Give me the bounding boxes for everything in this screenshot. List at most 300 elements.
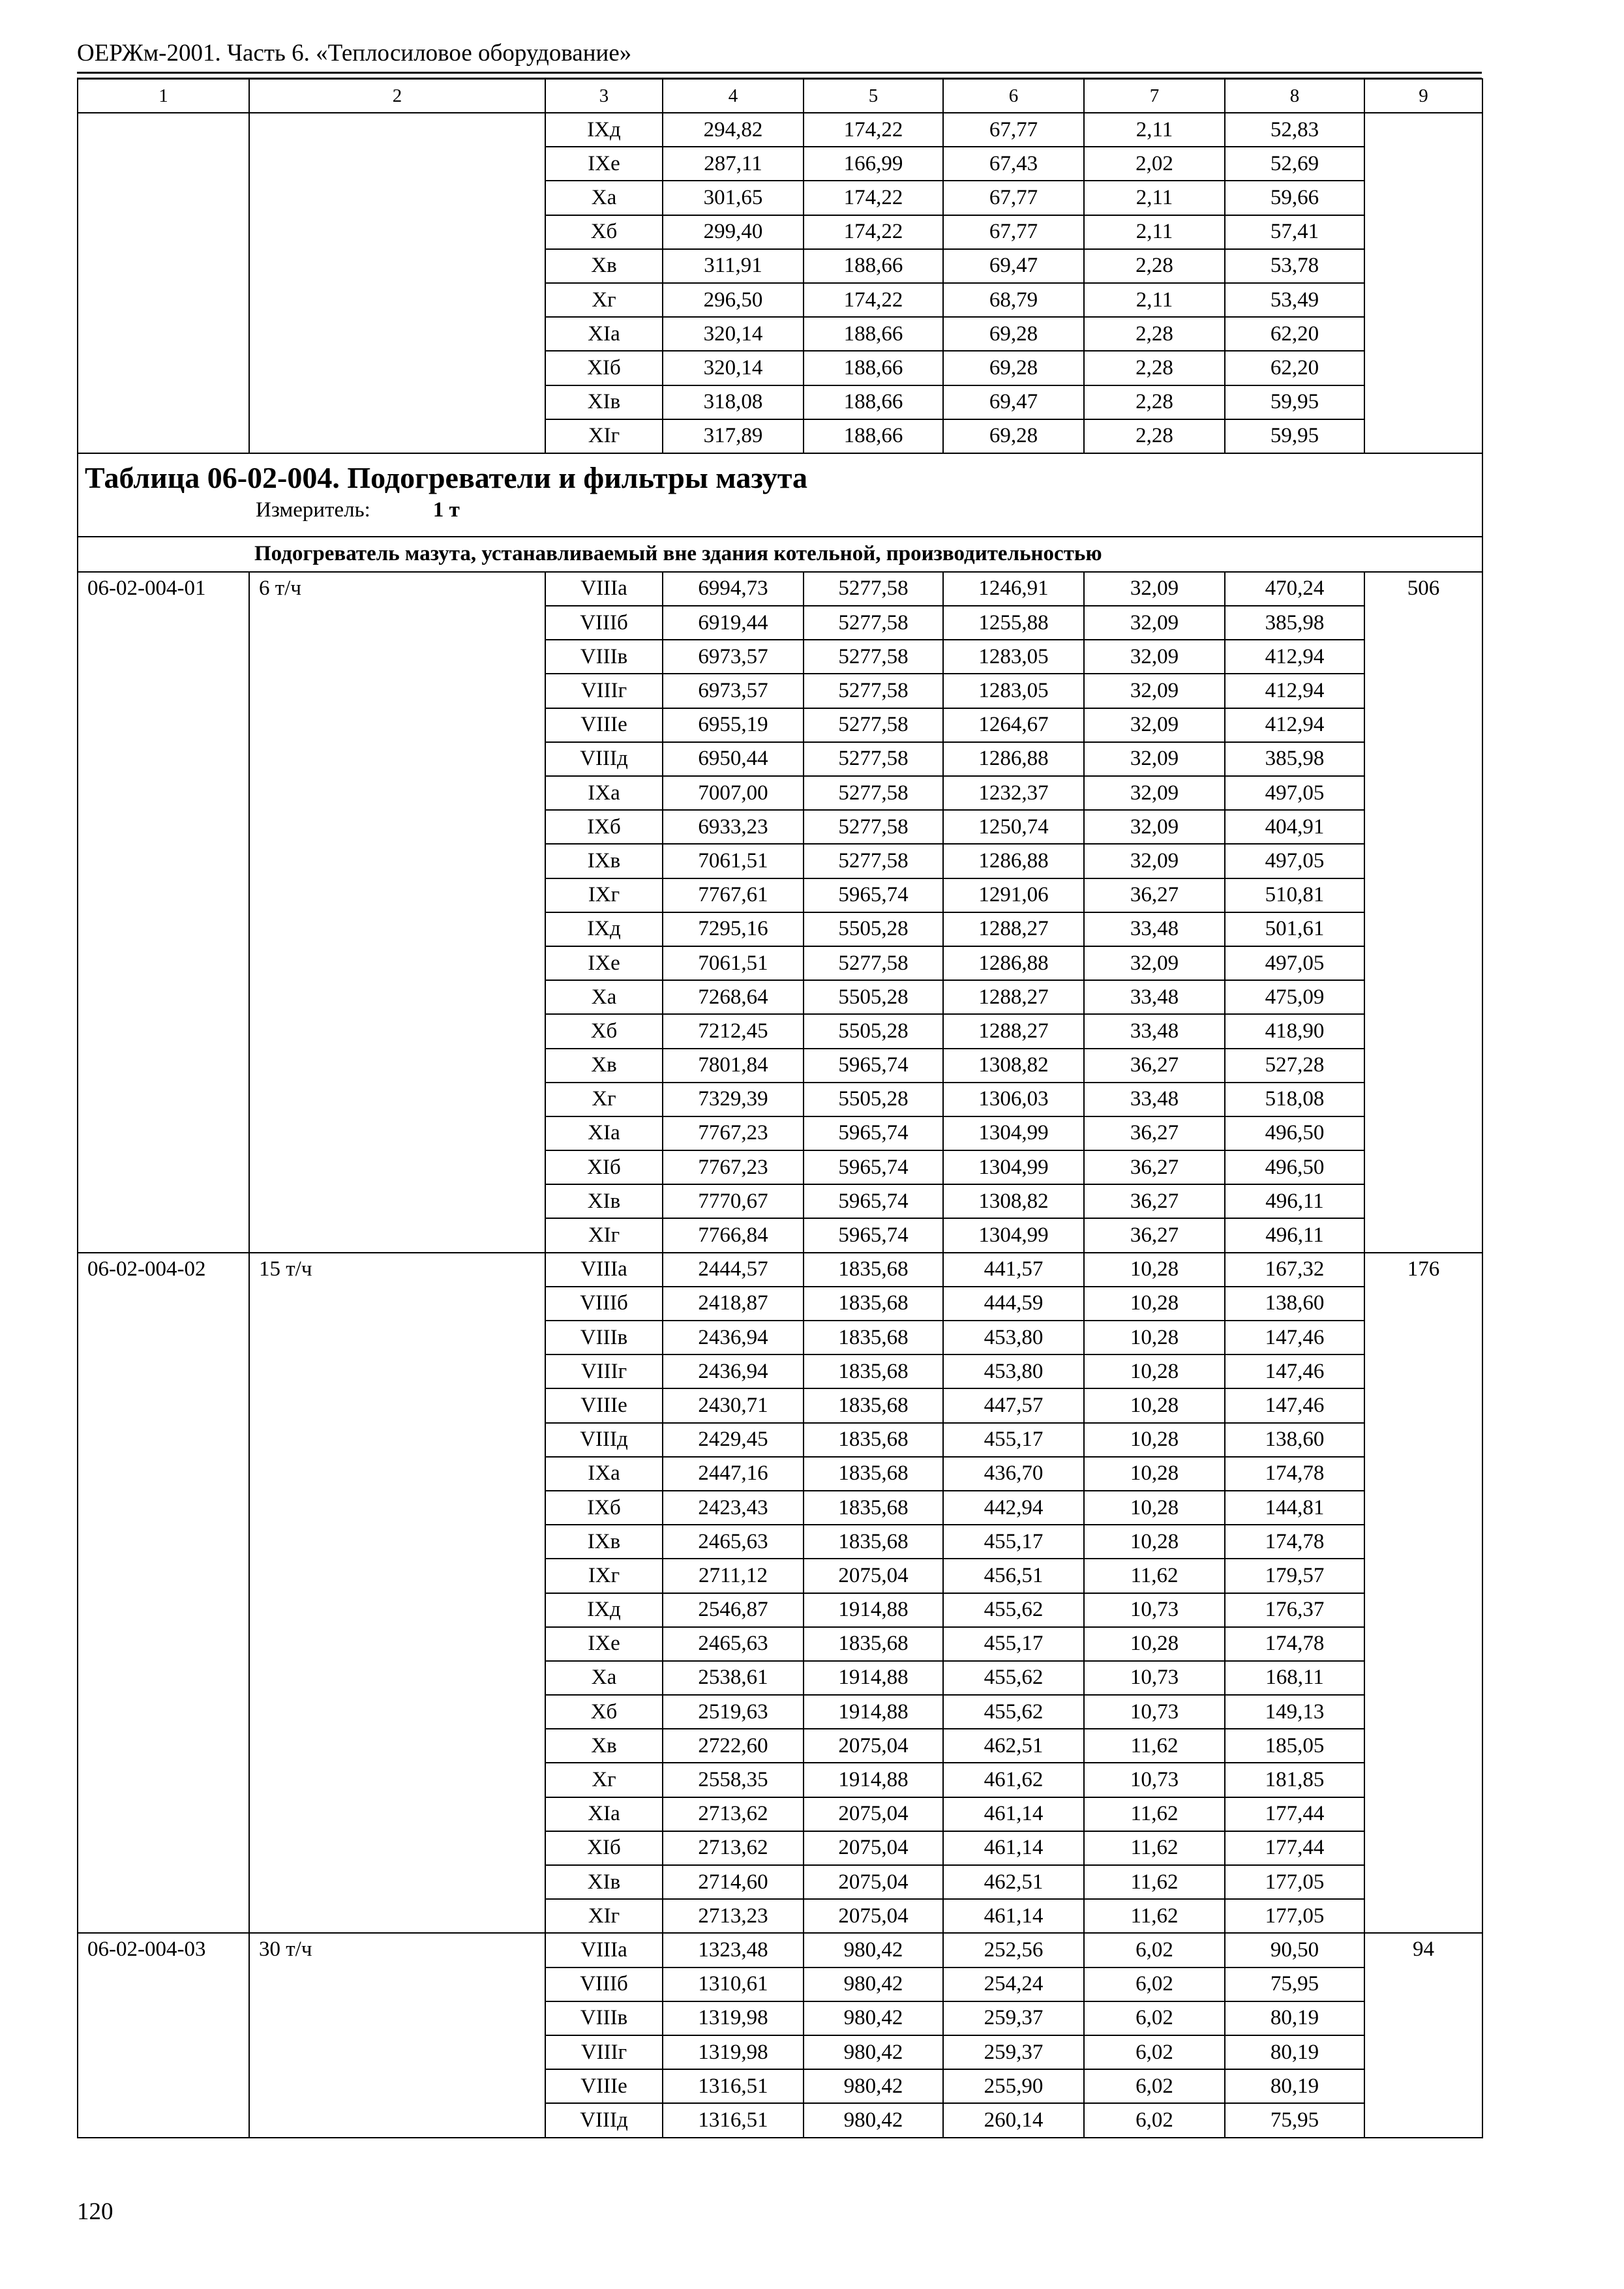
value-cell: 7767,23 [663,1116,804,1150]
zone-cell: Xб [545,1695,663,1729]
column-number-row [78,79,1482,113]
value-cell: 461,14 [943,1831,1084,1865]
page-number: 120 [77,2198,113,2225]
zone-cell: IXд [545,1593,663,1627]
value-cell: 75,95 [1225,1967,1364,2001]
code-cell-empty [78,113,249,453]
value-cell: 5505,28 [804,980,943,1014]
value-cell: XIг [545,419,663,453]
value-cell: 11,62 [1084,1559,1225,1593]
position-description: 15 т/ч [249,1253,545,1934]
value-cell: 980,42 [804,2035,943,2069]
meter-row [85,496,1475,524]
value-cell: 11,62 [1084,1865,1225,1899]
value-cell: 497,05 [1225,776,1364,810]
value-cell: IXе [545,147,663,181]
value-cell: 2722,60 [663,1729,804,1763]
value-cell: 1316,51 [663,2103,804,2137]
table-row [78,1933,1482,1967]
table-title-cell [78,453,1482,537]
value-cell: 177,44 [1225,1797,1364,1831]
value-cell: 2714,60 [663,1865,804,1899]
zone-cell: IXб [545,810,663,844]
value-cell: 7801,84 [663,1049,804,1083]
value-cell: Xб [545,215,663,249]
value-cell: 2423,43 [663,1491,804,1525]
value-cell: 32,09 [1084,606,1225,640]
zone-cell: Xг [545,1763,663,1797]
value-cell: 436,70 [943,1457,1084,1491]
value-cell: 1835,68 [804,1287,943,1321]
position-description: 6 т/ч [249,572,545,1253]
zone-cell: Xв [545,1729,663,1763]
value-cell: 7766,84 [663,1218,804,1252]
zone-cell: VIIIб [545,1967,663,2001]
value-cell: 11,62 [1084,1899,1225,1933]
value-cell: 80,19 [1225,2069,1364,2103]
value-cell: 174,78 [1225,1457,1364,1491]
value-cell: 254,24 [943,1967,1084,2001]
value-cell: 69,28 [943,317,1084,351]
value-cell: 32,09 [1084,742,1225,776]
value-cell: 1835,68 [804,1627,943,1661]
value-cell: 174,78 [1225,1525,1364,1559]
zone-cell: IXе [545,946,663,980]
value-cell: 5277,58 [804,810,943,844]
value-cell: 2,11 [1084,181,1225,215]
zone-cell: VIIIе [545,2069,663,2103]
zone-cell: VIIIв [545,640,663,674]
table-row [78,113,1482,147]
value-cell: 10,73 [1084,1695,1225,1729]
zone-cell: VIIIг [545,674,663,708]
zone-cell: Xг [545,1083,663,1116]
value-cell: 188,66 [804,249,943,283]
value-cell: 32,09 [1084,776,1225,810]
value-cell: 7007,00 [663,776,804,810]
value-cell: 36,27 [1084,1116,1225,1150]
value-cell: 62,20 [1225,317,1364,351]
value-cell: 36,27 [1084,1049,1225,1083]
value-cell: 455,62 [943,1661,1084,1695]
value-cell: 32,09 [1084,708,1225,742]
value-cell: 33,48 [1084,912,1225,946]
value-cell: 412,94 [1225,674,1364,708]
zone-cell: XIб [545,1150,663,1184]
zone-cell: VIIIе [545,1388,663,1422]
value-cell: 52,83 [1225,113,1364,147]
meter-label: Измеритель: [256,498,370,522]
value-cell: 1306,03 [943,1083,1084,1116]
value-cell: 2075,04 [804,1729,943,1763]
column-number: 4 [663,79,804,113]
value-cell: 1286,88 [943,844,1084,878]
value-cell: 33,48 [1084,1014,1225,1048]
value-cell: 2418,87 [663,1287,804,1321]
position-code: 06-02-004-03 [78,1933,249,2137]
value-cell: 10,28 [1084,1388,1225,1422]
value-cell: 138,60 [1225,1287,1364,1321]
value-cell: 32,09 [1084,640,1225,674]
value-cell: 7767,61 [663,878,804,912]
value-cell: 6,02 [1084,2001,1225,2035]
value-cell: 5277,58 [804,946,943,980]
value-cell: 176,37 [1225,1593,1364,1627]
value-cell: 177,05 [1225,1899,1364,1933]
value-cell: 2538,61 [663,1661,804,1695]
value-cell: 32,09 [1084,946,1225,980]
value-cell: 5965,74 [804,1150,943,1184]
value-cell: 185,05 [1225,1729,1364,1763]
value-cell: 174,22 [804,215,943,249]
value-cell: 6,02 [1084,1933,1225,1967]
value-cell: 5965,74 [804,878,943,912]
zone-cell: VIIIб [545,1287,663,1321]
zone-cell: IXа [545,1457,663,1491]
value-cell: 177,05 [1225,1865,1364,1899]
value-cell: 252,56 [943,1933,1084,1967]
value-cell: 174,22 [804,113,943,147]
value-cell: 1310,61 [663,1967,804,2001]
value-cell: 385,98 [1225,742,1364,776]
value-cell: XIв [545,385,663,419]
value-cell: 444,59 [943,1287,1084,1321]
value-cell: 255,90 [943,2069,1084,2103]
value-cell: 7061,51 [663,946,804,980]
value-cell: 6,02 [1084,2103,1225,2137]
value-cell: 1308,82 [943,1184,1084,1218]
value-cell: 59,95 [1225,385,1364,419]
value-cell: 462,51 [943,1729,1084,1763]
value-cell: 5505,28 [804,1014,943,1048]
value-cell: 1319,98 [663,2001,804,2035]
value-cell: 2444,57 [663,1253,804,1287]
value-cell: 260,14 [943,2103,1084,2137]
value-cell: 1914,88 [804,1661,943,1695]
value-cell: 11,62 [1084,1729,1225,1763]
value-cell: 2,11 [1084,113,1225,147]
value-cell: 497,05 [1225,946,1364,980]
value-cell: 447,57 [943,1388,1084,1422]
value-cell: 412,94 [1225,640,1364,674]
zone-cell: XIг [545,1899,663,1933]
value-cell: 188,66 [804,419,943,453]
value-cell: 32,09 [1084,810,1225,844]
zone-cell: XIв [545,1184,663,1218]
value-cell: 174,22 [804,181,943,215]
value-cell: 36,27 [1084,1218,1225,1252]
value-cell: 980,42 [804,2103,943,2137]
value-cell: 174,78 [1225,1627,1364,1661]
value-cell: 5277,58 [804,776,943,810]
value-cell: 455,62 [943,1593,1084,1627]
value-cell: 1304,99 [943,1116,1084,1150]
value-cell: 80,19 [1225,2001,1364,2035]
value-cell: 1914,88 [804,1695,943,1729]
value-cell: 1914,88 [804,1763,943,1797]
value-cell: 10,28 [1084,1287,1225,1321]
value-cell: 1835,68 [804,1354,943,1388]
labor-norm: 94 [1364,1933,1482,2137]
value-cell: 462,51 [943,1865,1084,1899]
value-cell: 32,09 [1084,844,1225,878]
subheading-row [78,537,1482,572]
value-cell: 501,61 [1225,912,1364,946]
value-cell: Xв [545,249,663,283]
table-title-row [78,453,1482,537]
zone-cell: VIIIа [545,572,663,606]
value-cell: 2713,23 [663,1899,804,1933]
value-cell: 2447,16 [663,1457,804,1491]
value-cell: 10,73 [1084,1763,1225,1797]
value-cell: 2,28 [1084,249,1225,283]
zone-cell: XIа [545,1797,663,1831]
value-cell: 166,99 [804,147,943,181]
zone-cell: VIIIд [545,2103,663,2137]
header-rule [77,72,1482,74]
desc-cell-empty [249,113,545,453]
position-description: 30 т/ч [249,1933,545,2137]
zone-cell: VIIIд [545,1423,663,1457]
value-cell: 75,95 [1225,2103,1364,2137]
value-cell: 36,27 [1084,878,1225,912]
value-cell: 1323,48 [663,1933,804,1967]
zone-cell: IXд [545,912,663,946]
value-cell: 461,62 [943,1763,1084,1797]
column-number: 8 [1225,79,1364,113]
value-cell: 11,62 [1084,1797,1225,1831]
norm-cell-empty [1364,113,1482,453]
value-cell: 167,32 [1225,1253,1364,1287]
value-cell: 2713,62 [663,1831,804,1865]
value-cell: 57,41 [1225,215,1364,249]
value-cell: 442,94 [943,1491,1084,1525]
value-cell: 1835,68 [804,1491,943,1525]
value-cell: 5277,58 [804,742,943,776]
value-cell: 69,47 [943,249,1084,283]
zone-cell: IXг [545,1559,663,1593]
value-cell: 455,17 [943,1423,1084,1457]
value-cell: 259,37 [943,2035,1084,2069]
zone-cell: VIIIб [545,606,663,640]
value-cell: 318,08 [663,385,804,419]
subheading: Подогреватель мазута, устанавливаемый вне здания котельной, производительностью [78,537,1482,572]
value-cell: 33,48 [1084,980,1225,1014]
value-cell: XIа [545,317,663,351]
value-cell: 10,28 [1084,1457,1225,1491]
zone-cell: XIа [545,1116,663,1150]
value-cell: 52,69 [1225,147,1364,181]
value-cell: 453,80 [943,1354,1084,1388]
value-cell: 7329,39 [663,1083,804,1116]
zone-cell: Xа [545,1661,663,1695]
value-cell: 470,24 [1225,572,1364,606]
zone-cell: VIIIа [545,1253,663,1287]
value-cell: 1835,68 [804,1321,943,1354]
value-cell: 287,11 [663,147,804,181]
value-cell: 188,66 [804,351,943,385]
value-cell: 456,51 [943,1559,1084,1593]
value-cell: 7268,64 [663,980,804,1014]
value-cell: 980,42 [804,2069,943,2103]
value-cell: 1835,68 [804,1525,943,1559]
zone-cell: IXа [545,776,663,810]
value-cell: 2,11 [1084,283,1225,317]
value-cell: 6,02 [1084,2035,1225,2069]
zone-cell: XIг [545,1218,663,1252]
value-cell: 7212,45 [663,1014,804,1048]
value-cell: 299,40 [663,215,804,249]
column-number: 9 [1364,79,1482,113]
value-cell: 67,77 [943,215,1084,249]
value-cell: 144,81 [1225,1491,1364,1525]
value-cell: 259,37 [943,2001,1084,2035]
value-cell: 2713,62 [663,1797,804,1831]
value-cell: 1286,88 [943,742,1084,776]
value-cell: 147,46 [1225,1354,1364,1388]
value-cell: 2558,35 [663,1763,804,1797]
value-cell: 2711,12 [663,1559,804,1593]
value-cell: 453,80 [943,1321,1084,1354]
value-cell: 475,09 [1225,980,1364,1014]
value-cell: IXд [545,113,663,147]
value-cell: 418,90 [1225,1014,1364,1048]
zone-cell: IXг [545,878,663,912]
value-cell: 1288,27 [943,980,1084,1014]
value-cell: 179,57 [1225,1559,1364,1593]
value-cell: 10,28 [1084,1321,1225,1354]
value-cell: 317,89 [663,419,804,453]
value-cell: 320,14 [663,317,804,351]
value-cell: 11,62 [1084,1831,1225,1865]
value-cell: 2075,04 [804,1899,943,1933]
value-cell: 301,65 [663,181,804,215]
position-code: 06-02-004-01 [78,572,249,1253]
value-cell: 5277,58 [804,572,943,606]
value-cell: 10,28 [1084,1423,1225,1457]
value-cell: 68,79 [943,283,1084,317]
value-cell: 404,91 [1225,810,1364,844]
value-cell: 138,60 [1225,1423,1364,1457]
value-cell: 6919,44 [663,606,804,640]
table-row [78,572,1482,606]
value-cell: 177,44 [1225,1831,1364,1865]
zone-cell: VIIIг [545,1354,663,1388]
zone-cell: XIб [545,1831,663,1865]
value-cell: 174,22 [804,283,943,317]
value-cell: 59,66 [1225,181,1364,215]
value-cell: 1316,51 [663,2069,804,2103]
value-cell: 67,43 [943,147,1084,181]
value-cell: 2075,04 [804,1831,943,1865]
table-title: Таблица 06-02-004. Подогреватели и фильтры мазута [85,460,807,494]
zone-cell: Xв [545,1049,663,1083]
value-cell: 147,46 [1225,1388,1364,1422]
value-cell: 461,14 [943,1797,1084,1831]
value-cell: 188,66 [804,385,943,419]
value-cell: 527,28 [1225,1049,1364,1083]
value-cell: 5505,28 [804,912,943,946]
value-cell: 2,11 [1084,215,1225,249]
value-cell: 80,19 [1225,2035,1364,2069]
value-cell: 6950,44 [663,742,804,776]
zone-cell: VIIIг [545,2035,663,2069]
value-cell: 1250,74 [943,810,1084,844]
value-cell: 5505,28 [804,1083,943,1116]
value-cell: 69,28 [943,419,1084,453]
value-cell: 10,28 [1084,1354,1225,1388]
value-cell: 2519,63 [663,1695,804,1729]
zone-cell: VIIIд [545,742,663,776]
value-cell: 1255,88 [943,606,1084,640]
value-cell: 496,50 [1225,1150,1364,1184]
meter-value: 1 т [432,498,460,522]
value-cell: 7295,16 [663,912,804,946]
value-cell: 53,49 [1225,283,1364,317]
value-cell: 1232,37 [943,776,1084,810]
labor-norm: 176 [1364,1253,1482,1934]
zone-cell: VIIIе [545,708,663,742]
value-cell: 980,42 [804,1967,943,2001]
value-cell: 980,42 [804,2001,943,2035]
value-cell: 168,11 [1225,1661,1364,1695]
value-cell: 1286,88 [943,946,1084,980]
value-cell: 7767,23 [663,1150,804,1184]
value-cell: Xг [545,283,663,317]
value-cell: 1291,06 [943,878,1084,912]
value-cell: 1304,99 [943,1150,1084,1184]
value-cell: 1319,98 [663,2035,804,2069]
column-number: 2 [249,79,545,113]
zone-cell: IXе [545,1627,663,1661]
zone-cell: Xб [545,1014,663,1048]
value-cell: 385,98 [1225,606,1364,640]
value-cell: 2,28 [1084,351,1225,385]
value-cell: XIб [545,351,663,385]
value-cell: 980,42 [804,1933,943,1967]
value-cell: 296,50 [663,283,804,317]
value-cell: 2,28 [1084,419,1225,453]
zone-cell: VIIIа [545,1933,663,1967]
value-cell: 53,78 [1225,249,1364,283]
value-cell: 2436,94 [663,1321,804,1354]
value-cell: 294,82 [663,113,804,147]
value-cell: 320,14 [663,351,804,385]
value-cell: 1264,67 [943,708,1084,742]
value-cell: 2,28 [1084,317,1225,351]
value-cell: 1835,68 [804,1253,943,1287]
value-cell: 36,27 [1084,1150,1225,1184]
value-cell: 147,46 [1225,1321,1364,1354]
value-cell: 5277,58 [804,708,943,742]
value-cell: 10,28 [1084,1253,1225,1287]
zone-cell: IXб [545,1491,663,1525]
value-cell: 1835,68 [804,1423,943,1457]
value-cell: 10,73 [1084,1593,1225,1627]
value-cell: 10,28 [1084,1491,1225,1525]
value-cell: 5965,74 [804,1116,943,1150]
value-cell: 2,28 [1084,385,1225,419]
value-cell: 1304,99 [943,1218,1084,1252]
zone-cell: IXв [545,1525,663,1559]
value-cell: 1835,68 [804,1388,943,1422]
value-cell: 5277,58 [804,640,943,674]
value-cell: 6,02 [1084,1967,1225,2001]
rates-table [77,78,1483,2138]
value-cell: 1308,82 [943,1049,1084,1083]
value-cell: 5965,74 [804,1049,943,1083]
value-cell: 69,28 [943,351,1084,385]
